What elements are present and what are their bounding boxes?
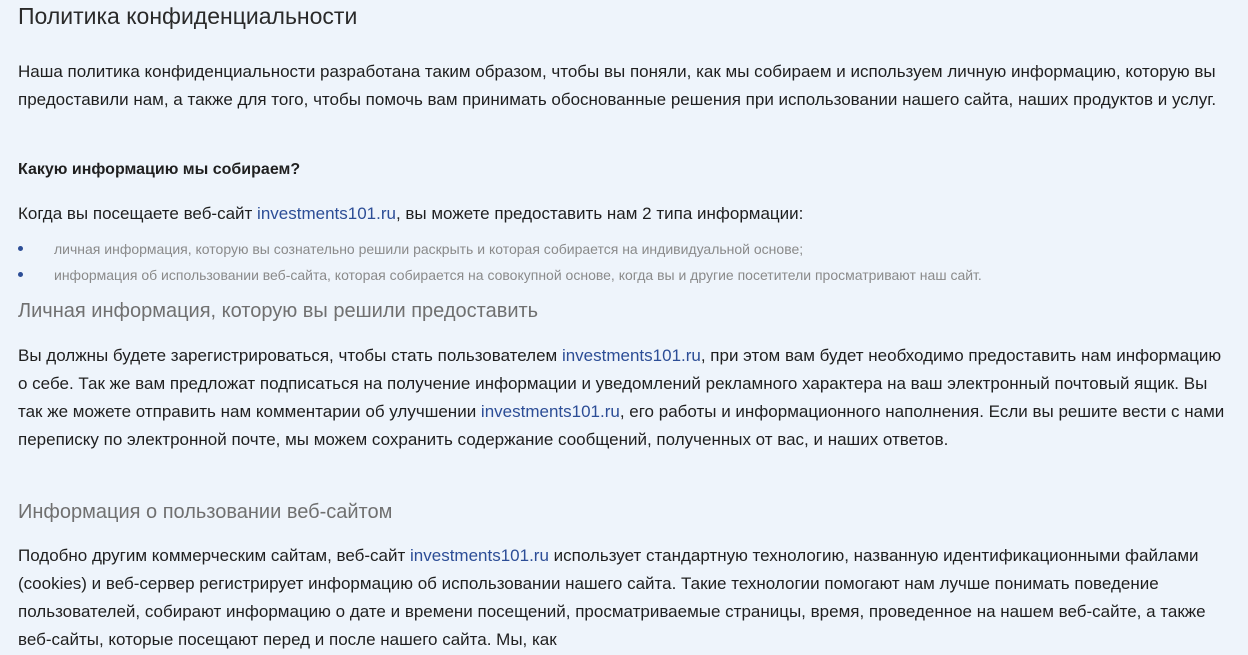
usage-text-part1: Подобно другим коммерческим сайтам, веб-сайт: [18, 546, 411, 565]
list-item: [18, 262, 982, 288]
page-title: Политика конфиденциальности: [18, 3, 358, 29]
site-link[interactable]: investments101.ru: [480, 402, 620, 421]
personal-text-part3: , его работы и информационного наполнения. Если вы решите вести с нами переписку по электронной почте, мы можем сохранить содержание сообщений, полученных от вас, и наших ответов.: [18, 402, 1225, 449]
personal-info-heading: Личная информация, которую вы решили предоставить: [18, 300, 539, 322]
usage-info-heading: Информация о пользовании веб-сайтом: [18, 501, 393, 523]
personal-info-paragraph: [18, 342, 1228, 454]
collected-info-question: Какую информацию мы собираем?: [18, 161, 301, 178]
usage-text-part2: использует стандартную технологию, названную идентификационными файлами (cookies) и веб-сервер регистрирует информацию об использовании нашего сайта. Такие технологии помогают нам лучше понимать поведение пользователей, собирают информацию о дате и времени посещений, просматриваемые страницы, время, проведенное на нашем веб-сайте, а также веб-сайты, которые посещают перед и после нашего сайта. Мы, как: [18, 546, 1206, 649]
visit-paragraph: [18, 200, 1228, 228]
personal-text-part2: , при этом вам будет необходимо предоставить нам информацию о себе. Так же вам предложат подписаться на получение информации и уведомлений рекламного характера на ваш электронный почтовый ящик. Вы так же можете отправить нам комментарии об улучшении: [18, 346, 1222, 421]
personal-text-part1: Вы должны будете зарегистрироваться, чтобы стать пользователем: [18, 346, 562, 365]
visit-text-before: Когда вы посещаете веб-сайт: [18, 204, 258, 223]
bullet-dot-icon: [18, 272, 23, 277]
info-types-list: [18, 236, 982, 288]
list-item-text: личная информация, которую вы сознательно решили раскрыть и которая собирается на индивидуальной основе;: [54, 241, 804, 257]
site-link[interactable]: investments101.ru: [410, 546, 549, 565]
visit-text-after: , вы можете предоставить нам 2 типа информации:: [395, 204, 804, 223]
bullet-dot-icon: [18, 246, 23, 251]
site-link[interactable]: investments101.ru: [561, 346, 701, 365]
intro-paragraph: Наша политика конфиденциальности разработана таким образом, чтобы вы поняли, как мы собираем и используем личную информацию, которую вы предоставили нам, а также для того, чтобы помочь вам принимать обоснованные решения при использовании нашего сайта, наших продуктов и услуг.: [18, 62, 1217, 109]
site-link[interactable]: investments101.ru: [257, 204, 396, 223]
usage-info-paragraph: [18, 542, 1228, 654]
list-item: [18, 236, 982, 262]
list-item-text: информация об использовании веб-сайта, которая собирается на совокупной основе, когда вы и другие посетители просматривают наш сайт.: [54, 267, 982, 283]
